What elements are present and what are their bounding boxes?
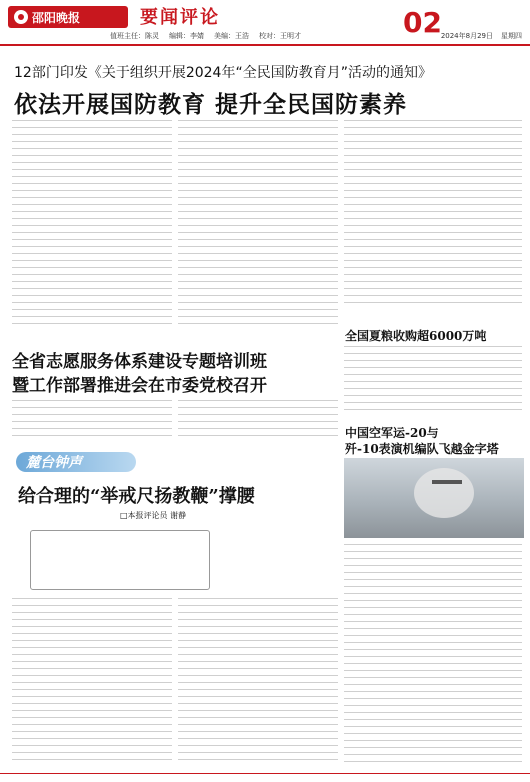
body-text-line <box>12 428 172 429</box>
body-text-line <box>12 267 172 268</box>
issue-weekday: 星期四 <box>501 32 522 40</box>
airforce-story-headline-line2: 歼-10表演机编队飞越金字塔 <box>345 442 499 456</box>
body-text-line <box>12 295 172 296</box>
body-text-line <box>12 120 172 121</box>
body-text-line <box>178 225 338 226</box>
body-text-line <box>344 127 522 128</box>
body-text-line <box>344 572 522 573</box>
body-text-line <box>178 260 338 261</box>
body-text-line <box>12 253 172 254</box>
body-text-line <box>178 267 338 268</box>
body-text-line <box>12 141 172 142</box>
story2-body-col-2 <box>178 400 338 444</box>
body-text-line <box>178 682 338 683</box>
body-text-line <box>12 682 172 683</box>
body-text-line <box>178 288 338 289</box>
body-text-line <box>178 731 338 732</box>
body-text-line <box>12 647 172 648</box>
body-text-line <box>344 381 522 382</box>
body-text-line <box>178 668 338 669</box>
body-text-line <box>178 598 338 599</box>
body-text-line <box>344 600 522 601</box>
body-text-line <box>12 148 172 149</box>
body-text-line <box>344 197 522 198</box>
body-text-line <box>12 323 172 324</box>
body-text-line <box>178 745 338 746</box>
body-text-line <box>178 414 338 415</box>
body-text-line <box>12 731 172 732</box>
commentary-headline: 给合理的“举戒尺扬教鞭”撑腰 <box>18 486 255 507</box>
body-text-line <box>178 155 338 156</box>
commentary-column-name: 麓台钟声 <box>26 455 82 471</box>
body-text-line <box>178 407 338 408</box>
body-text-line <box>12 661 172 662</box>
body-text-line <box>178 640 338 641</box>
body-text-line <box>344 705 522 706</box>
lead-body-col-1 <box>12 120 172 335</box>
body-text-line <box>344 593 522 594</box>
body-text-line <box>12 738 172 739</box>
body-text-line <box>178 675 338 676</box>
body-text-line <box>178 323 338 324</box>
body-text-line <box>12 183 172 184</box>
body-text-line <box>344 267 522 268</box>
body-text-line <box>12 239 172 240</box>
newspaper-name: 邵阳晚报 <box>32 10 81 25</box>
body-text-line <box>12 197 172 198</box>
credit-designer: 美编：王浩 <box>214 32 249 40</box>
body-text-line <box>178 626 338 627</box>
body-text-line <box>12 654 172 655</box>
body-text-line <box>12 309 172 310</box>
lead-body-col-3 <box>344 120 522 315</box>
body-text-line <box>344 719 522 720</box>
body-text-line <box>178 647 338 648</box>
body-text-line <box>12 724 172 725</box>
body-text-line <box>12 288 172 289</box>
body-text-line <box>344 670 522 671</box>
body-text-line <box>12 605 172 606</box>
body-text-line <box>344 544 522 545</box>
body-text-line <box>344 733 522 734</box>
body-text-line <box>178 428 338 429</box>
body-text-line <box>344 649 522 650</box>
body-text-line <box>178 612 338 613</box>
body-text-line <box>12 633 172 634</box>
body-text-line <box>344 558 522 559</box>
body-text-line <box>178 183 338 184</box>
body-text-line <box>344 141 522 142</box>
body-text-line <box>12 162 172 163</box>
body-text-line <box>178 619 338 620</box>
pyramid-flyover-photo <box>344 458 524 538</box>
body-text-line <box>12 640 172 641</box>
issue-date: 2024年8月29日 <box>440 32 493 40</box>
body-text-line <box>344 360 522 361</box>
body-text-line <box>344 691 522 692</box>
body-text-line <box>178 127 338 128</box>
body-text-line <box>12 190 172 191</box>
body-text-line <box>344 663 522 664</box>
body-text-line <box>178 703 338 704</box>
body-text-line <box>12 274 172 275</box>
body-text-line <box>12 211 172 212</box>
body-text-line <box>344 614 522 615</box>
body-text-line <box>12 668 172 669</box>
body-text-line <box>178 654 338 655</box>
lead-headline: 依法开展国防教育 提升全民国防素养 <box>14 92 408 118</box>
header-strip <box>110 31 522 43</box>
body-text-line <box>344 642 522 643</box>
body-text-line <box>344 621 522 622</box>
body-text-line <box>344 747 522 748</box>
page-number: 02 <box>403 6 442 39</box>
body-text-line <box>344 677 522 678</box>
body-text-line <box>178 689 338 690</box>
body-text-line <box>344 698 522 699</box>
credit-editor-on-duty: 值班主任：陈灵 <box>110 32 159 40</box>
body-text-line <box>344 565 522 566</box>
body-text-line <box>12 246 172 247</box>
body-text-line <box>12 696 172 697</box>
body-text-line <box>178 148 338 149</box>
body-text-line <box>12 155 172 156</box>
body-text-line <box>344 246 522 247</box>
body-text-line <box>344 274 522 275</box>
newspaper-brand <box>8 6 128 28</box>
body-text-line <box>178 197 338 198</box>
body-text-line <box>344 169 522 170</box>
body-text-line <box>12 232 172 233</box>
body-text-line <box>12 127 172 128</box>
body-text-line <box>12 598 172 599</box>
airforce-story-headline-line1: 中国空军运-20与 <box>345 426 439 440</box>
body-text-line <box>12 717 172 718</box>
body-text-line <box>178 302 338 303</box>
body-text-line <box>12 745 172 746</box>
body-text-line <box>12 134 172 135</box>
body-text-line <box>344 409 522 410</box>
body-text-line <box>12 689 172 690</box>
body-text-line <box>344 253 522 254</box>
body-text-line <box>344 761 522 762</box>
body-text-line <box>178 246 338 247</box>
body-text-line <box>178 204 338 205</box>
body-text-line <box>12 176 172 177</box>
body-text-line <box>344 183 522 184</box>
body-text-line <box>178 421 338 422</box>
body-text-line <box>12 752 172 753</box>
body-text-line <box>344 162 522 163</box>
body-text-line <box>344 120 522 121</box>
body-text-line <box>344 155 522 156</box>
body-text-line <box>344 218 522 219</box>
body-text-line <box>178 281 338 282</box>
body-text-line <box>344 635 522 636</box>
body-text-line <box>12 407 172 408</box>
body-text-line <box>178 218 338 219</box>
body-text-line <box>178 435 338 436</box>
body-text-line <box>12 204 172 205</box>
commentary-pull-quote-box <box>30 530 210 590</box>
body-text-line <box>344 232 522 233</box>
body-text-line <box>178 211 338 212</box>
body-text-line <box>12 316 172 317</box>
body-text-line <box>344 288 522 289</box>
credit-editor: 编辑：李婧 <box>169 32 204 40</box>
aircraft-shape <box>432 480 462 484</box>
body-text-line <box>344 754 522 755</box>
body-text-line <box>12 225 172 226</box>
body-text-line <box>344 176 522 177</box>
body-text-line <box>12 759 172 760</box>
body-text-line <box>178 724 338 725</box>
body-text-line <box>344 225 522 226</box>
body-text-line <box>12 218 172 219</box>
body-text-line <box>344 579 522 580</box>
body-text-line <box>12 675 172 676</box>
body-text-line <box>344 260 522 261</box>
body-text-line <box>344 374 522 375</box>
body-text-line <box>12 710 172 711</box>
body-text-line <box>178 605 338 606</box>
body-text-line <box>178 141 338 142</box>
story2-headline-line2: 暨工作部署推进会在市委党校召开 <box>12 376 267 396</box>
body-text-line <box>12 703 172 704</box>
body-text-line <box>344 395 522 396</box>
body-text-line <box>344 726 522 727</box>
body-text-line <box>12 281 172 282</box>
body-text-line <box>178 232 338 233</box>
body-text-line <box>344 239 522 240</box>
body-text-line <box>344 190 522 191</box>
commentary-column-banner <box>16 452 136 472</box>
body-text-line <box>12 169 172 170</box>
body-text-line <box>344 684 522 685</box>
body-text-line <box>12 400 172 401</box>
body-text-line <box>178 752 338 753</box>
commentary-body-col-2 <box>178 598 338 768</box>
body-text-line <box>178 190 338 191</box>
body-text-line <box>344 712 522 713</box>
body-text-line <box>344 302 522 303</box>
body-text-line <box>344 211 522 212</box>
body-text-line <box>178 162 338 163</box>
body-text-line <box>178 253 338 254</box>
body-text-line <box>344 388 522 389</box>
section-title: 要闻评论 <box>140 7 220 28</box>
body-text-line <box>12 435 172 436</box>
body-text-line <box>344 295 522 296</box>
commentary-byline: □本报评论员 谢静 <box>120 511 187 520</box>
body-text-line <box>344 204 522 205</box>
body-text-line <box>344 656 522 657</box>
lead-kicker: 12部门印发《关于组织开展2024年“全民国防教育月”活动的通知》 <box>14 65 432 81</box>
body-text-line <box>178 710 338 711</box>
body-text-line <box>344 607 522 608</box>
body-text-line <box>344 628 522 629</box>
body-text-line <box>344 346 522 347</box>
body-text-line <box>12 612 172 613</box>
body-text-line <box>344 134 522 135</box>
newspaper-logo-icon <box>14 10 28 24</box>
body-text-line <box>178 316 338 317</box>
credit-proofreader: 校对：王明才 <box>259 32 301 40</box>
body-text-line <box>12 414 172 415</box>
smoke-trail-shape <box>414 468 474 518</box>
body-text-line <box>344 586 522 587</box>
lead-body-col-2 <box>178 120 338 335</box>
body-text-line <box>178 169 338 170</box>
body-text-line <box>178 176 338 177</box>
body-text-line <box>344 740 522 741</box>
commentary-body-col-1 <box>12 598 172 768</box>
body-text-line <box>178 759 338 760</box>
masthead <box>0 0 530 46</box>
body-text-line <box>178 309 338 310</box>
body-text-line <box>178 717 338 718</box>
grain-story-body <box>344 346 522 418</box>
story2-headline-line1: 全省志愿服务体系建设专题培训班 <box>12 352 267 372</box>
body-text-line <box>178 239 338 240</box>
page-bottom-rule <box>0 773 530 774</box>
body-text-line <box>178 295 338 296</box>
body-text-line <box>178 134 338 135</box>
body-text-line <box>178 738 338 739</box>
story2-body-col-1 <box>12 400 172 444</box>
body-text-line <box>178 400 338 401</box>
body-text-line <box>178 696 338 697</box>
dateline <box>441 31 522 43</box>
body-text-line <box>344 551 522 552</box>
body-text-line <box>344 353 522 354</box>
body-text-line <box>344 281 522 282</box>
body-text-line <box>178 274 338 275</box>
body-text-line <box>344 402 522 403</box>
airforce-story-body <box>344 544 522 768</box>
body-text-line <box>344 148 522 149</box>
body-text-line <box>178 661 338 662</box>
body-text-line <box>12 619 172 620</box>
body-text-line <box>344 367 522 368</box>
body-text-line <box>12 421 172 422</box>
body-text-line <box>12 302 172 303</box>
grain-story-headline: 全国夏粮收购超6000万吨 <box>345 329 487 343</box>
body-text-line <box>178 120 338 121</box>
body-text-line <box>12 260 172 261</box>
staff-credits <box>110 31 301 43</box>
body-text-line <box>178 633 338 634</box>
body-text-line <box>12 626 172 627</box>
